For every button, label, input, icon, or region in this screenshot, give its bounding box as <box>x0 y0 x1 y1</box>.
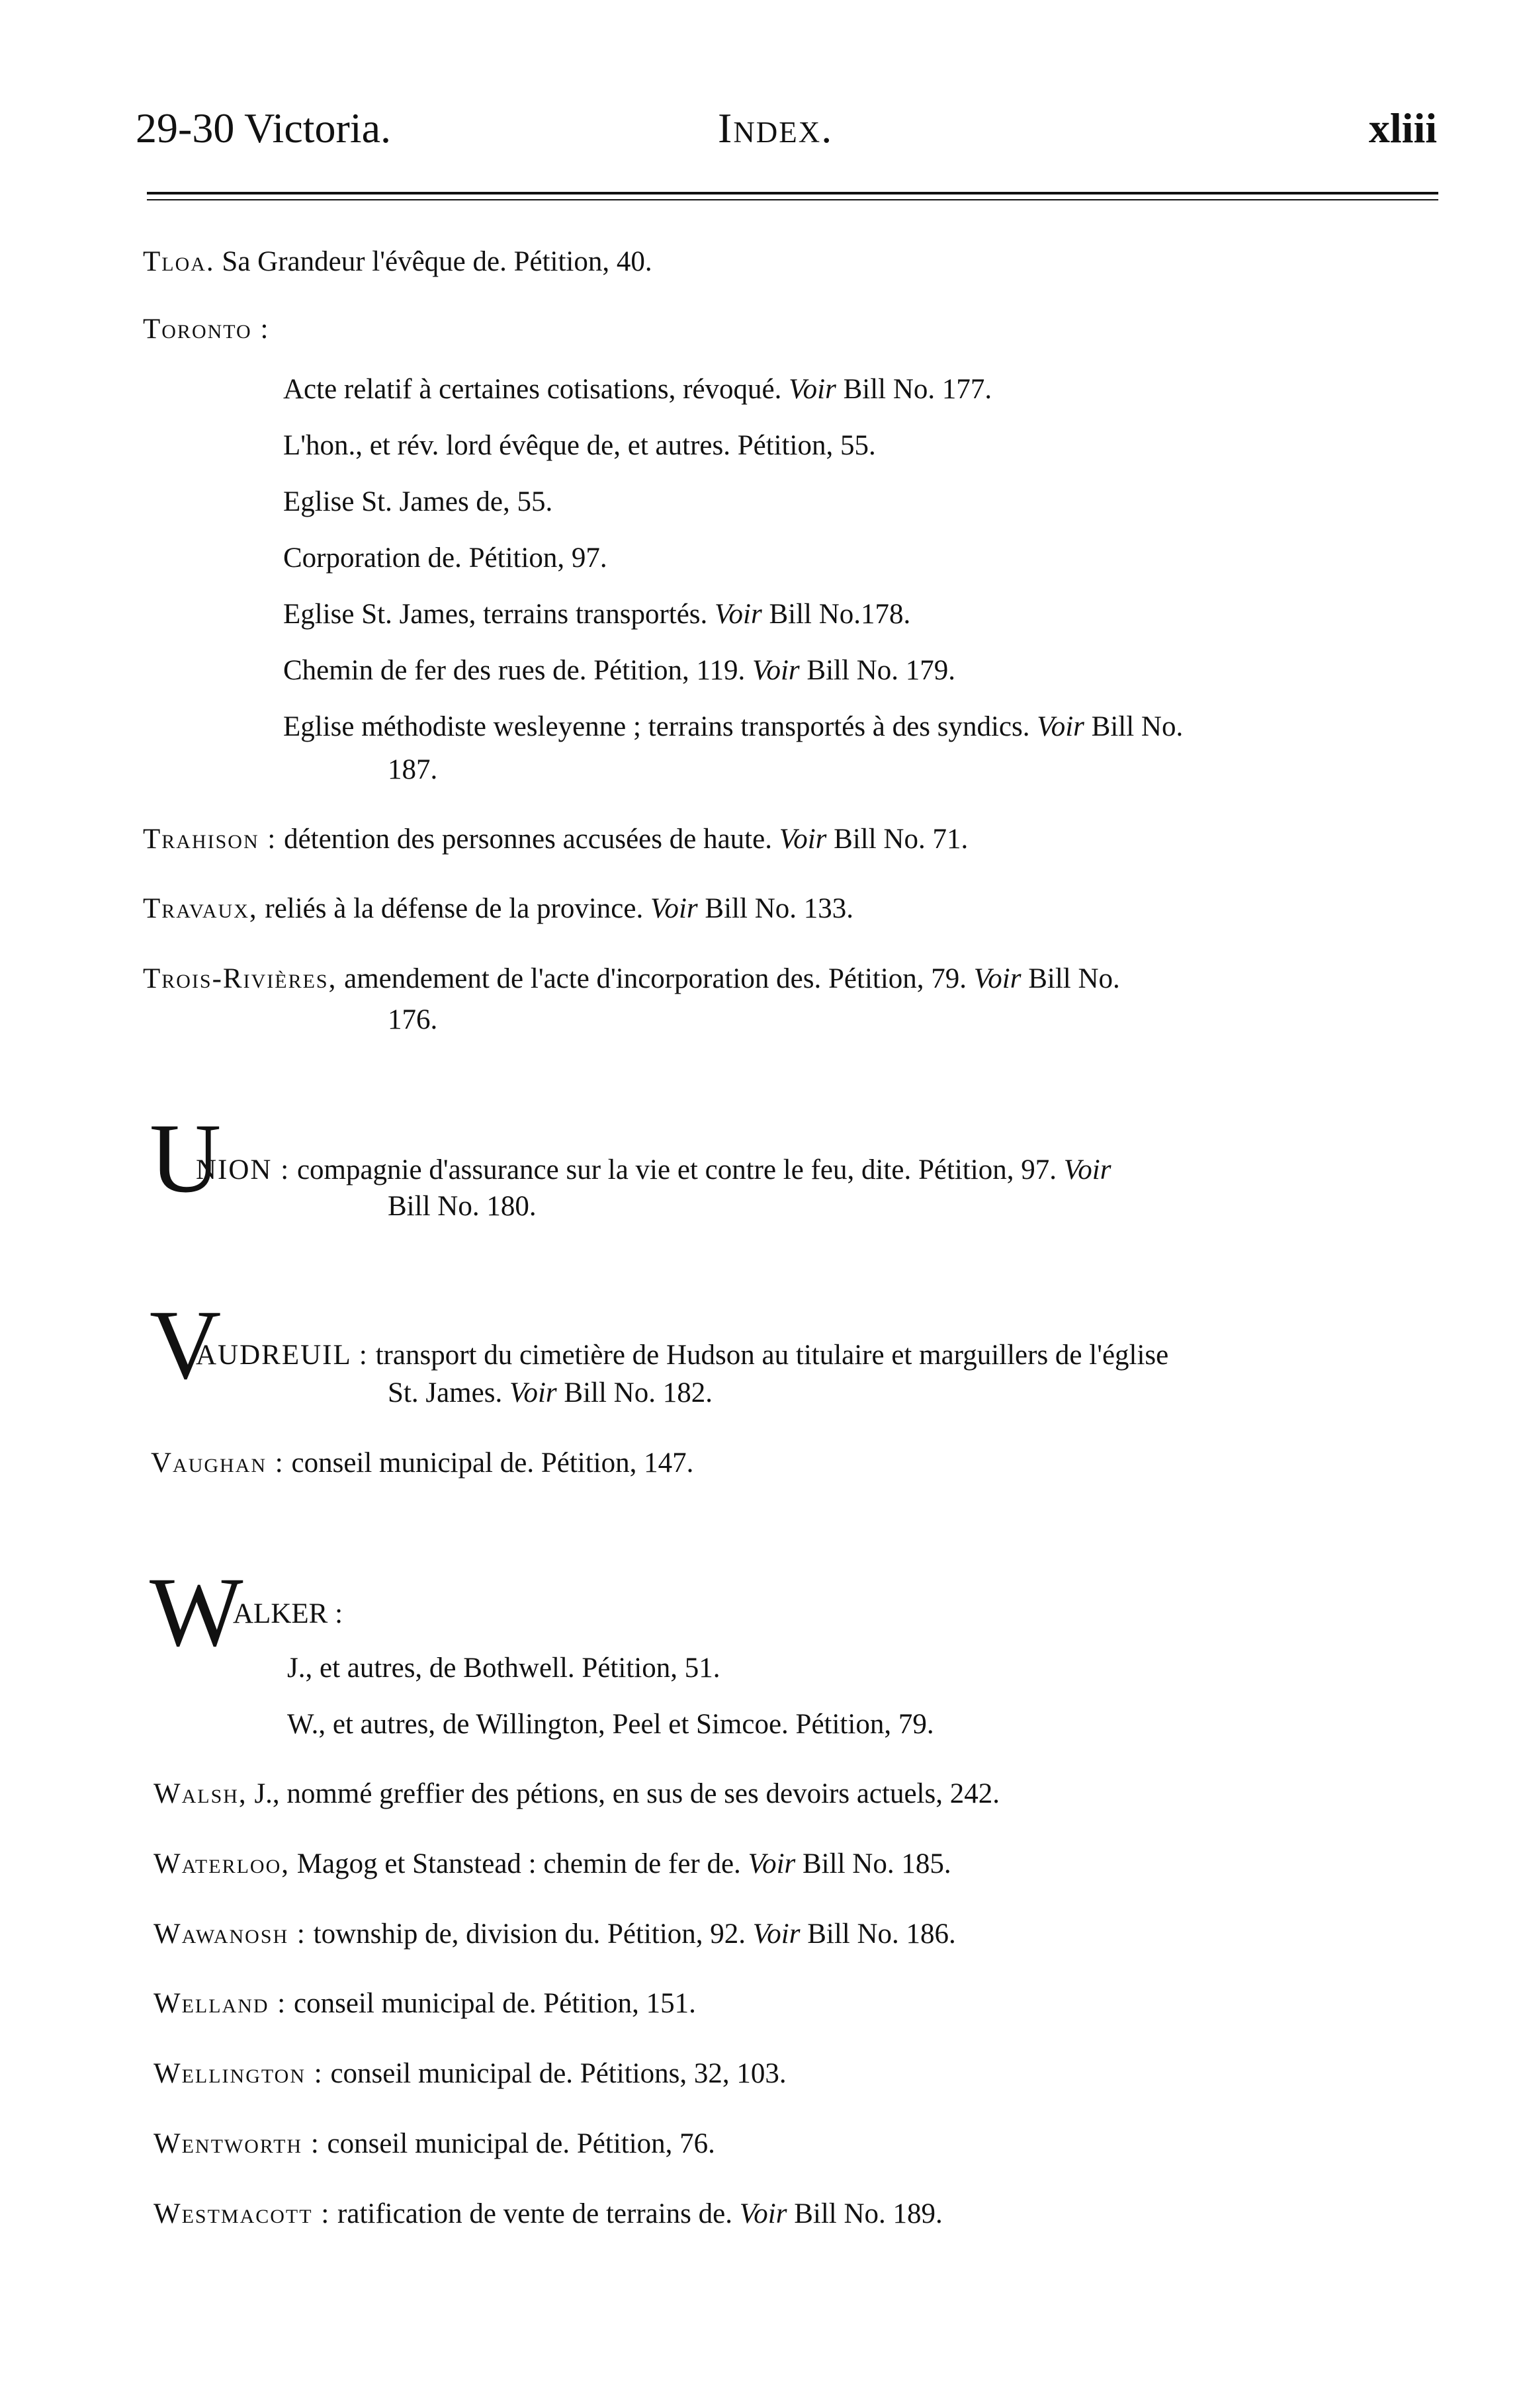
voir-ref: Voir <box>789 374 836 405</box>
entry-toronto-heading: Toronto : <box>143 314 270 345</box>
toronto-sub-5 <box>283 599 910 630</box>
entry-heading: Waterloo, <box>153 1848 290 1879</box>
toronto-sub-2: L'hon., et rév. lord évêque de, et autres. Pétition, 55. <box>283 430 876 461</box>
bill-ref: Bill No. 179. <box>799 655 955 686</box>
entry-heading: Wellington : <box>153 2058 324 2089</box>
voir-ref: Voir <box>752 655 800 686</box>
entry-travaux <box>143 893 853 925</box>
bill-ref: Bill No. 186. <box>800 1918 956 1950</box>
entry-text: amendement de l'acte d'incorporation des. Pétition, 79. <box>337 963 974 994</box>
header-title: Index. <box>718 105 834 151</box>
entry-text: conseil municipal de. Pétition, 76. <box>320 2128 715 2159</box>
entry-text: reliés à la défense de la province. <box>257 893 650 924</box>
entry-text: Magog et Stanstead : chemin de fer de. <box>290 1848 748 1879</box>
entry-wawanosh <box>153 1918 956 1950</box>
toronto-sub-7 <box>283 711 1183 743</box>
voir-ref: Voir <box>1037 711 1084 742</box>
entry-text: Sa Grandeur l'évêque de. Pétition, 40. <box>222 246 652 277</box>
entry-heading: Trahison : <box>143 824 277 855</box>
entry-wellington <box>153 2058 787 2090</box>
bill-ref: Bill No. 189. <box>787 2198 943 2229</box>
walker-sub-2: W., et autres, de Willington, Peel et Simcoe. Pétition, 79. <box>287 1709 934 1740</box>
bill-ref: Bill No.178. <box>762 599 911 630</box>
voir-ref: Voir <box>1063 1154 1111 1185</box>
toronto-sub-3: Eglise St. James de, 55. <box>283 486 553 517</box>
entry-westmacott <box>153 2198 943 2230</box>
entry-text: conseil municipal de. Pétition, 151. <box>286 1988 696 2019</box>
entry-heading: Westmacott : <box>153 2198 331 2229</box>
voir-ref: Voir <box>748 1848 796 1879</box>
drop-cap-v: V <box>150 1290 222 1400</box>
voir-ref: Voir <box>650 893 698 924</box>
entry-walker-heading: ALKER : <box>233 1598 343 1629</box>
bill-ref: Bill No. 133. <box>697 893 853 924</box>
header-page-number: xliii <box>1368 105 1437 151</box>
entry-text: compagnie d'assurance sur la vie et contre le feu, dite. Pétition, 97. <box>290 1154 1064 1185</box>
entry-heading: Trois-Rivières, <box>143 963 337 994</box>
entry-text: ratification de vente de terrains de. <box>330 2198 740 2229</box>
entry-text: transport du cimetière de Hudson au titulaire et marguillers de l'église <box>368 1340 1169 1371</box>
entry-text: conseil municipal de. Pétition, 147. <box>284 1447 694 1479</box>
sub-text: Eglise St. James, terrains transportés. <box>283 599 715 630</box>
entry-text: St. James. <box>388 1377 509 1408</box>
voir-ref: Voir <box>509 1377 557 1408</box>
entry-text: détention des personnes accusées de haute. <box>277 824 779 855</box>
entry-union <box>196 1154 1111 1186</box>
entry-vaughan <box>151 1447 693 1479</box>
sub-text: Eglise méthodiste wesleyenne ; terrains transportés à des syndics. <box>283 711 1037 742</box>
entry-heading: Walsh, <box>153 1778 247 1809</box>
entry-heading: NION : <box>196 1154 290 1185</box>
bill-ref: Bill No. 182. <box>556 1377 713 1408</box>
voir-ref: Voir <box>752 1918 801 1950</box>
entry-heading: Welland : <box>153 1988 287 2019</box>
bill-ref: Bill No. 71. <box>826 824 969 855</box>
toronto-sub-4: Corporation de. Pétition, 97. <box>283 542 607 574</box>
voir-ref: Voir <box>973 963 1022 994</box>
vaudreuil-continuation <box>388 1377 713 1409</box>
header-rule-thick <box>147 192 1438 194</box>
bill-ref: Bill No. 177. <box>836 374 992 405</box>
voir-ref: Voir <box>779 824 827 855</box>
trois-rivieres-continuation: 176. <box>388 1004 438 1035</box>
toronto-sub-1 <box>283 374 992 406</box>
entry-welland <box>153 1988 696 2020</box>
bill-ref: Bill No. <box>1021 963 1120 994</box>
header-volume: 29-30 Victoria. <box>136 105 391 151</box>
bill-ref: Bill No. 185. <box>795 1848 951 1879</box>
header-rule-thin <box>147 199 1438 200</box>
entry-vaudreuil <box>196 1340 1168 1371</box>
entry-heading: AUDREUIL : <box>196 1340 369 1371</box>
toronto-sub-7-continuation: 187. <box>388 754 438 785</box>
bill-ref: Bill No. <box>1084 711 1184 742</box>
drop-cap-w: W <box>150 1557 243 1667</box>
entry-heading: Vaughan : <box>151 1447 284 1479</box>
entry-heading: Wentworth : <box>153 2128 320 2159</box>
sub-text: Chemin de fer des rues de. Pétition, 119. <box>283 655 752 686</box>
entry-heading: Wawanosh : <box>153 1918 306 1950</box>
entry-text: J., nommé greffier des pétions, en sus de ses devoirs actuels, 242. <box>247 1778 1000 1809</box>
voir-ref: Voir <box>739 2198 787 2229</box>
entry-heading: Travaux, <box>143 893 258 924</box>
toronto-sub-6 <box>283 655 955 687</box>
entry-waterloo <box>153 1848 951 1880</box>
walker-sub-1: J., et autres, de Bothwell. Pétition, 51. <box>287 1653 720 1684</box>
entry-text: conseil municipal de. Pétitions, 32, 103. <box>323 2058 787 2089</box>
sub-text: Acte relatif à certaines cotisations, révoqué. <box>283 374 789 405</box>
entry-walsh <box>153 1778 1000 1810</box>
entry-heading: Tloa. <box>143 246 215 277</box>
entry-trahison <box>143 824 968 855</box>
drop-cap-u: U <box>150 1103 222 1213</box>
union-continuation: Bill No. 180. <box>388 1191 537 1222</box>
entry-text: township de, division du. Pétition, 92. <box>306 1918 753 1950</box>
entry-wentworth <box>153 2128 715 2160</box>
voir-ref: Voir <box>715 599 762 630</box>
entry-trois-rivieres <box>143 963 1120 995</box>
entry-tloa <box>143 246 652 278</box>
